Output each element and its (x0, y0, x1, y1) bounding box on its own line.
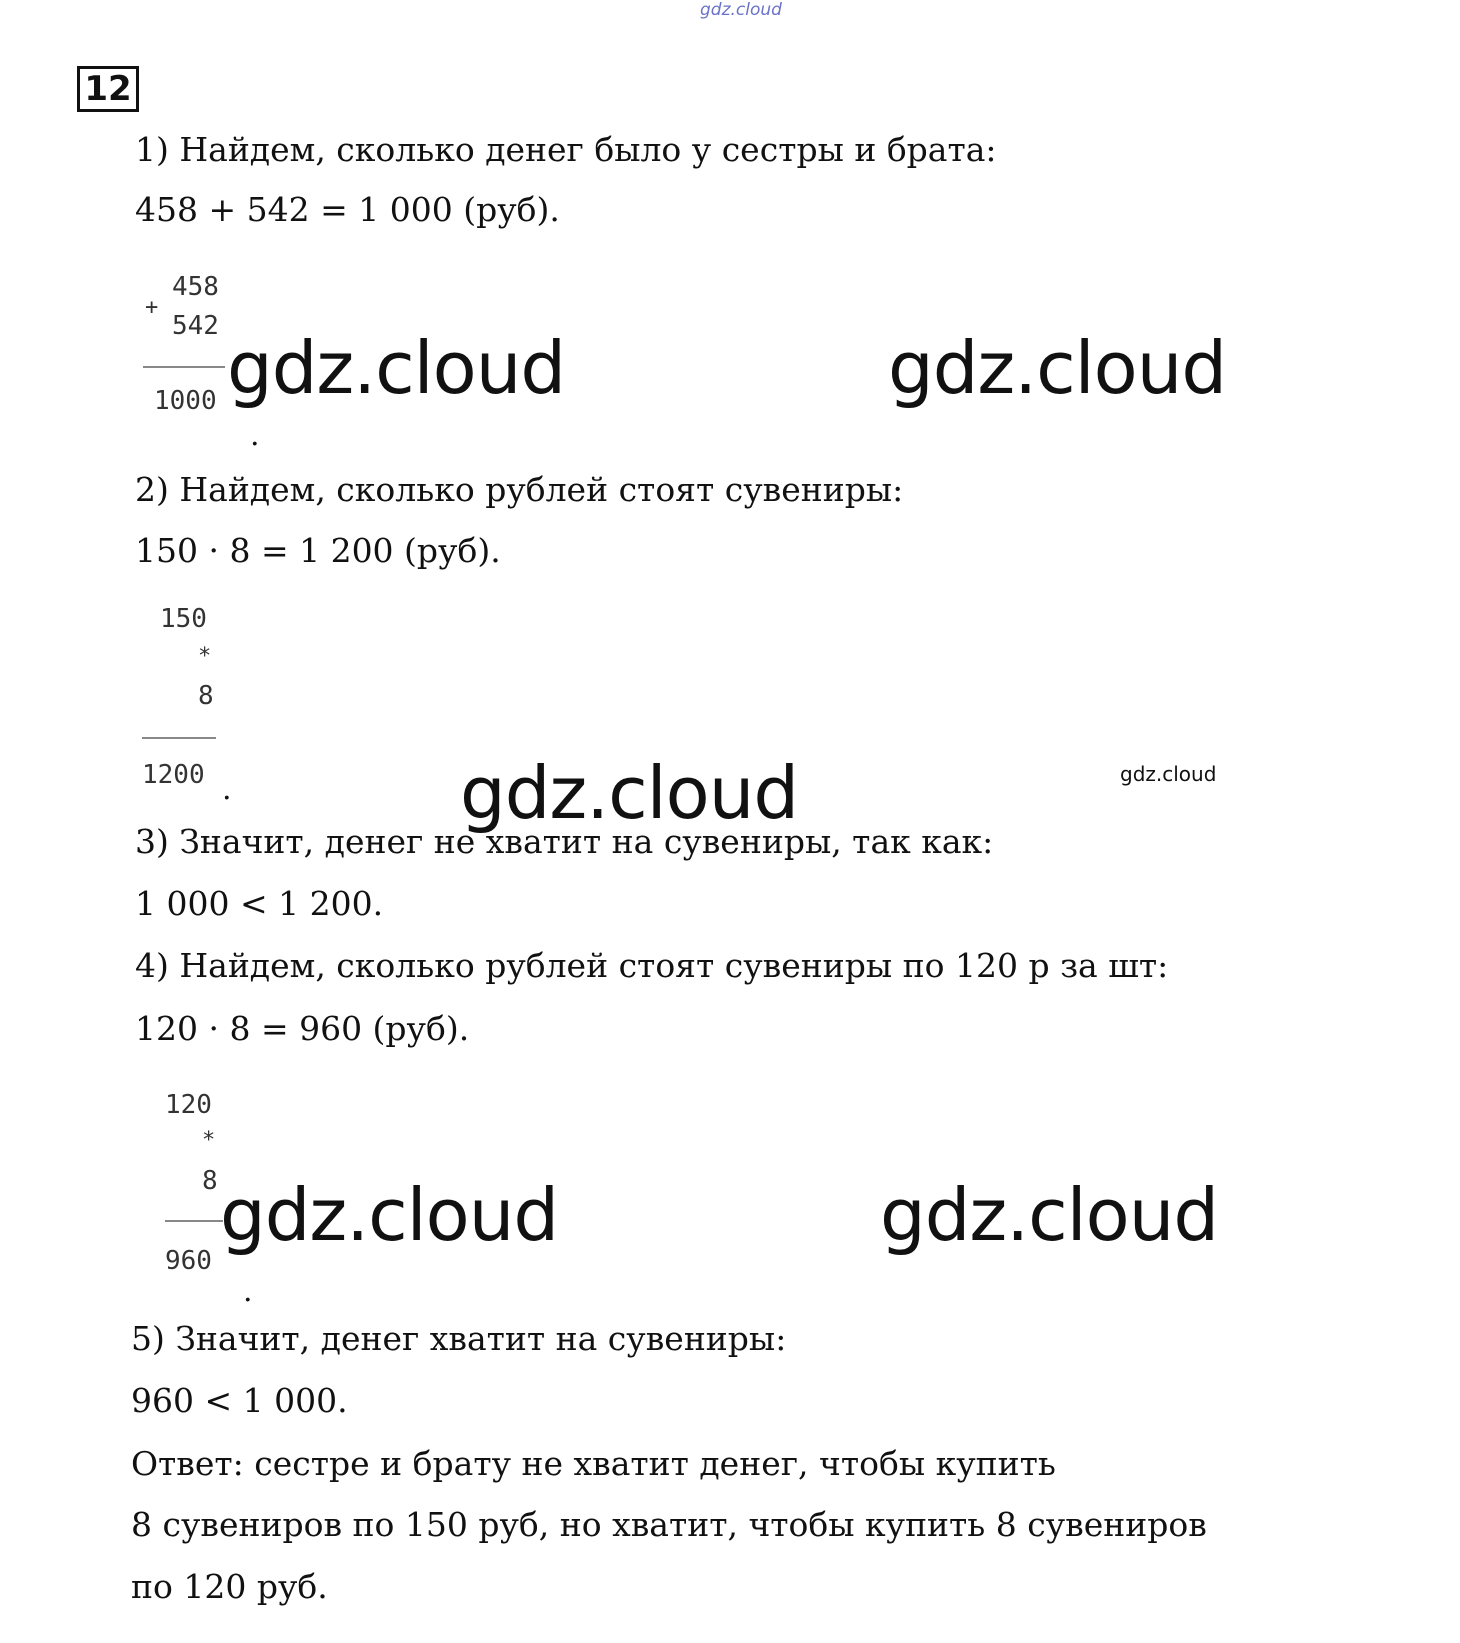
column-add-rule (143, 366, 225, 368)
answer-line-2: 8 сувениров по 150 руб, но хватит, чтобы купить 8 сувениров (131, 1505, 1207, 1544)
column-mul2-op: * (202, 1128, 216, 1153)
step-2-equation: 150 · 8 = 1 200 (руб). (135, 531, 501, 570)
step-5-equation: 960 < 1 000. (131, 1381, 348, 1420)
step-3-text: 3) Значит, денег не хватит на сувениры, так как: (135, 822, 994, 861)
watermark: gdz.cloud (1120, 762, 1217, 786)
watermark: gdz.cloud (888, 326, 1227, 410)
step-4-equation: 120 · 8 = 960 (руб). (135, 1009, 470, 1048)
column-mul2-b: 8 (202, 1166, 218, 1196)
dot: . (243, 1274, 253, 1309)
top-watermark: gdz.cloud (700, 0, 782, 20)
column-mul2-rule (165, 1220, 223, 1222)
step-5-text: 5) Значит, денег хватит на сувениры: (131, 1319, 787, 1358)
column-add-result: 1000 (154, 386, 217, 416)
column-mul1-b: 8 (198, 681, 214, 711)
column-mul1-op: * (198, 644, 212, 669)
column-mul1-a: 150 (160, 604, 207, 634)
step-1-text: 1) Найдем, сколько денег было у сестры и брата: (135, 130, 997, 169)
answer-line-3: по 120 руб. (131, 1567, 328, 1606)
column-mul2-a: 120 (165, 1090, 212, 1120)
task-number: 12 (77, 66, 139, 112)
watermark: gdz.cloud (880, 1173, 1219, 1257)
step-4-text: 4) Найдем, сколько рублей стоят сувениры по 120 р за шт: (135, 946, 1169, 985)
column-add-b: 542 (172, 311, 219, 341)
column-mul2-result: 960 (165, 1246, 212, 1276)
watermark: gdz.cloud (460, 751, 799, 835)
dot: . (222, 772, 232, 807)
step-1-equation: 458 + 542 = 1 000 (руб). (135, 190, 560, 229)
watermark: gdz.cloud (227, 326, 566, 410)
answer-line-1: Ответ: сестре и брату не хватит денег, чтобы купить (131, 1444, 1056, 1483)
watermark: gdz.cloud (220, 1173, 559, 1257)
column-add-op: + (145, 295, 159, 320)
column-mul1-rule (142, 737, 216, 739)
dot: . (250, 418, 260, 453)
column-add-a: 458 (172, 272, 219, 302)
step-2-text: 2) Найдем, сколько рублей стоят сувениры: (135, 470, 904, 509)
column-mul1-result: 1200 (142, 760, 205, 790)
step-3-equation: 1 000 < 1 200. (135, 884, 384, 923)
